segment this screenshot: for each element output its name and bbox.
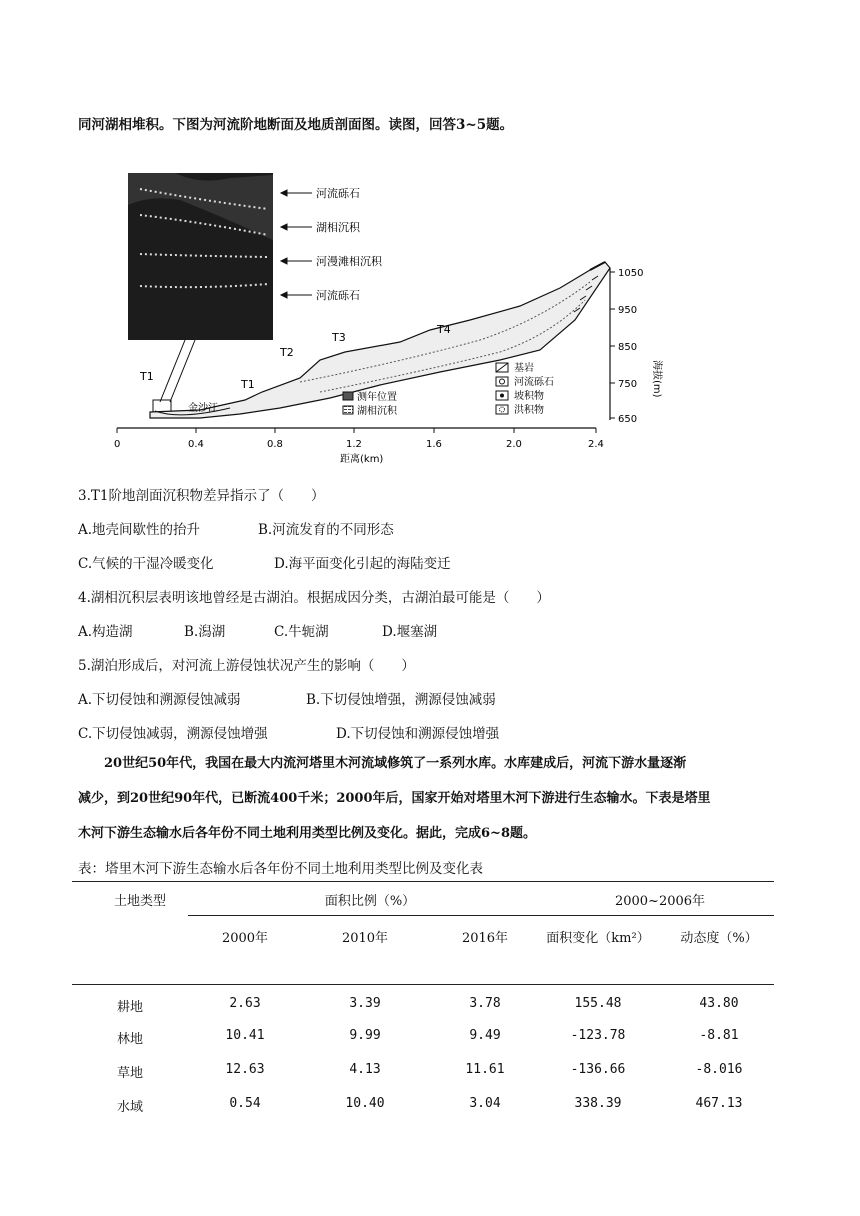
row-4-area: 338.39 (574, 1096, 622, 1111)
passage-line-2: 减少，到20世纪90年代，已断流400千米；2000年后，国家开始对塔里木河下游进行生态输水。下表是塔里 (78, 791, 711, 806)
header-2016: 2016年 (461, 931, 509, 946)
option-3c[interactable]: C.气候的干湿冷暖变化 (78, 556, 214, 572)
header-dynamic: 动态度（%） (680, 931, 758, 946)
header-period: 2000~2006年 (614, 894, 706, 909)
passage-line-3: 木河下游生态输水后各年份不同土地利用类型比例及变化。据此，完成6~8题。 (78, 826, 536, 841)
option-3b[interactable]: B.河流发育的不同形态 (258, 522, 394, 538)
header-area-ratio: 面积比例（%） (324, 894, 416, 909)
option-4d[interactable]: D.堰塞湖 (382, 624, 438, 640)
photo-label-2: 湖相沉积 (316, 221, 360, 234)
x-tick-1: 0.4 (188, 439, 204, 450)
option-4c[interactable]: C.牛轭湖 (274, 624, 329, 640)
x-tick-2: 0.8 (267, 439, 283, 450)
table-top-rule (72, 881, 774, 882)
row-4-2000: 0.54 (229, 1096, 261, 1111)
table-header-rule (72, 984, 774, 985)
row-3-area: -136.66 (570, 1062, 626, 1077)
photo-label-3: 河漫滩相沉积 (316, 255, 382, 268)
question-5-options-row2 (78, 722, 499, 742)
row-2-area: -123.78 (570, 1028, 626, 1043)
row-1-2010: 3.39 (349, 996, 381, 1011)
question-3-options-row2 (78, 552, 451, 572)
terrace-label-t4: T4 (437, 323, 451, 336)
row-2-type: 林地 (116, 1032, 143, 1047)
row-4-type: 水域 (116, 1100, 143, 1115)
option-4b[interactable]: B.潟湖 (184, 624, 226, 640)
row-1-2000: 2.63 (229, 996, 261, 1011)
terrace-label-t2: T2 (280, 346, 294, 359)
header-2000: 2000年 (221, 931, 269, 946)
row-4-2010: 10.40 (345, 1096, 385, 1111)
question-3-options-row1 (78, 518, 394, 538)
option-5d[interactable]: D.下切侵蚀和溯源侵蚀增强 (336, 726, 500, 742)
terrace-profile-figure (0, 0, 860, 480)
row-3-2010: 4.13 (349, 1062, 381, 1077)
option-4a[interactable]: A.构造湖 (78, 624, 133, 640)
row-2-2000: 10.41 (225, 1028, 265, 1043)
row-2-2016: 9.49 (469, 1028, 501, 1043)
river-label: 金沙江 (188, 403, 218, 414)
y-tick-750: 750 (618, 379, 638, 390)
legend-slope: 坡积物 (514, 391, 544, 402)
y-tick-850: 850 (618, 342, 638, 353)
photo-label-1: 河流砾石 (316, 187, 360, 200)
row-3-2000: 12.63 (225, 1062, 265, 1077)
terrace-label-t1: T1 (241, 378, 255, 391)
x-tick-6: 2.4 (588, 439, 604, 450)
header-land-type: 土地类型 (113, 894, 166, 909)
question-4-options (78, 620, 437, 640)
table-mid-rule (188, 915, 774, 916)
y-tick-950: 950 (618, 305, 638, 316)
question-5-stem: 5.湖泊形成后，对河流上游侵蚀状况产生的影响（ ） (78, 658, 415, 674)
row-1-area: 155.48 (574, 996, 622, 1011)
question-4-stem: 4.湖相沉积层表明该地曾经是古湖泊。根据成因分类，古湖泊最可能是（ ） (78, 590, 550, 606)
legend-bedrock: 基岩 (514, 363, 534, 374)
option-5b[interactable]: B.下切侵蚀增强，溯源侵蚀减弱 (306, 692, 496, 708)
terrace-label-t1-left: T1 (140, 370, 154, 383)
passage-line-1: 20世纪50年代，我国在最大内流河塔里木河流域修筑了一系列水库。水库建成后，河流下游水量逐渐 (104, 756, 687, 771)
x-tick-3: 1.2 (346, 439, 362, 450)
question-3-stem: 3.T1阶地剖面沉积物差异指示了（ ） (78, 488, 325, 504)
row-3-dyn: -8.016 (695, 1062, 743, 1077)
row-4-2016: 3.04 (469, 1096, 501, 1111)
x-tick-5: 2.0 (506, 439, 522, 450)
row-1-type: 耕地 (116, 1000, 143, 1015)
table-caption: 表：塔里木河下游生态输水后各年份不同土地利用类型比例及变化表 (78, 861, 483, 877)
row-3-type: 草地 (116, 1066, 143, 1081)
legend-gravel: 河流砾石 (514, 377, 554, 388)
y-tick-650: 650 (618, 414, 638, 425)
photo-label-4: 河流砾石 (316, 289, 360, 302)
y-axis-label: 海拔(m) (651, 360, 662, 398)
option-3a[interactable]: A.地壳间歇性的抬升 (78, 522, 201, 538)
row-3-2016: 11.61 (465, 1062, 505, 1077)
row-2-2010: 9.99 (349, 1028, 381, 1043)
intro-text: 同河湖相堆积。下图为河流阶地断面及地质剖面图。读图，回答3~5题。 (78, 117, 514, 133)
x-axis-label: 距离(km) (340, 454, 384, 465)
legend-flood: 洪积物 (514, 405, 544, 416)
y-tick-1050: 1050 (618, 268, 644, 279)
legend-lake: 湖相沉积 (357, 406, 397, 417)
option-5c[interactable]: C.下切侵蚀减弱，溯源侵蚀增强 (78, 726, 268, 742)
row-2-dyn: -8.81 (699, 1028, 739, 1043)
x-tick-4: 1.6 (426, 439, 442, 450)
x-tick-0: 0 (114, 439, 121, 450)
option-5a[interactable]: A.下切侵蚀和溯源侵蚀减弱 (78, 692, 241, 708)
row-4-dyn: 467.13 (695, 1096, 743, 1111)
question-5-options-row1 (78, 688, 496, 708)
option-3d[interactable]: D.海平面变化引起的海陆变迁 (274, 556, 451, 572)
passage-paragraph (78, 746, 778, 851)
header-area-change: 面积变化（km²） (546, 931, 650, 946)
header-2010: 2010年 (341, 931, 389, 946)
row-1-2016: 3.78 (469, 996, 501, 1011)
row-1-dyn: 43.80 (699, 996, 739, 1011)
legend-dating: 测年位置 (357, 392, 397, 403)
terrace-label-t3: T3 (332, 331, 346, 344)
